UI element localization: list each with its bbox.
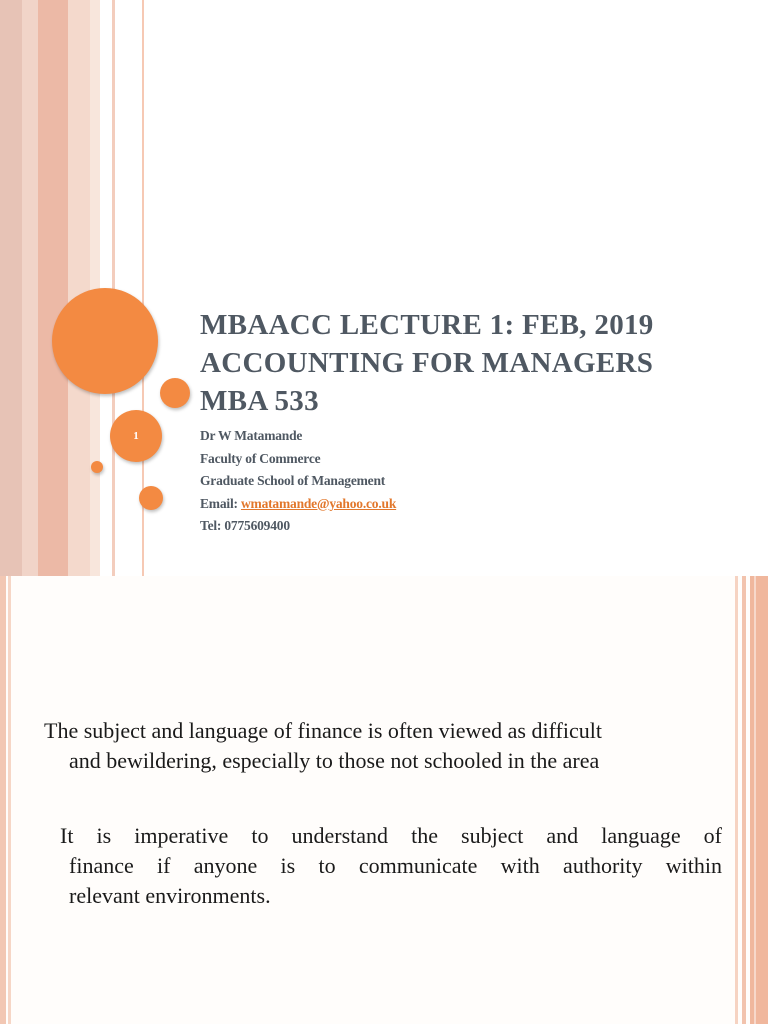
email-row: [200, 493, 396, 516]
decorative-stripe: [0, 0, 22, 576]
page-number: 1: [133, 430, 139, 442]
slide-title: [200, 306, 760, 420]
email-link[interactable]: wmatamande@yahoo.co.uk: [240, 495, 397, 511]
presenter-info: [200, 425, 396, 538]
decorative-stripe: [38, 0, 68, 576]
decorative-stripe: [68, 0, 90, 576]
decorative-circle-small: [139, 486, 163, 510]
content-slide: [0, 576, 768, 1024]
email-label: Email:: [200, 495, 241, 511]
decorative-stripe: [735, 576, 738, 1024]
title-line: MBAACC LECTURE 1: FEB, 2019: [200, 309, 654, 341]
title-line: MBA 533: [200, 385, 319, 417]
decorative-circle-tiny: [91, 461, 103, 473]
decorative-circle-small: [160, 378, 190, 408]
paragraph-line: The subject and language of finance is often viewed as difficult: [44, 718, 602, 743]
school-name: Graduate School of Management: [200, 473, 386, 488]
paragraph-line: and bewildering, especially to those not schooled in the area: [69, 748, 600, 773]
telephone: Tel: 0775609400: [200, 518, 290, 533]
presenter-name: Dr W Matamande: [200, 428, 303, 443]
decorative-stripe: [742, 576, 746, 1024]
decorative-stripe: [22, 0, 38, 576]
decorative-stripe: [750, 576, 768, 1024]
paragraph-finance-importance: [60, 821, 722, 911]
decorative-circle-large: [52, 288, 158, 394]
title-line: ACCOUNTING FOR MANAGERS: [200, 347, 654, 379]
paragraph-line: It is imperative to understand the subject and language of: [60, 823, 722, 848]
faculty-name: Faculty of Commerce: [200, 450, 321, 466]
paragraph-finance-difficulty: [44, 716, 724, 776]
decorative-stripe: [754, 576, 756, 1024]
paragraph-line: finance if anyone is to communicate with authority within: [69, 853, 722, 878]
decorative-stripe: [8, 576, 11, 1024]
paragraph-line: relevant environments.: [69, 883, 271, 908]
decorative-stripe: [0, 576, 6, 1024]
